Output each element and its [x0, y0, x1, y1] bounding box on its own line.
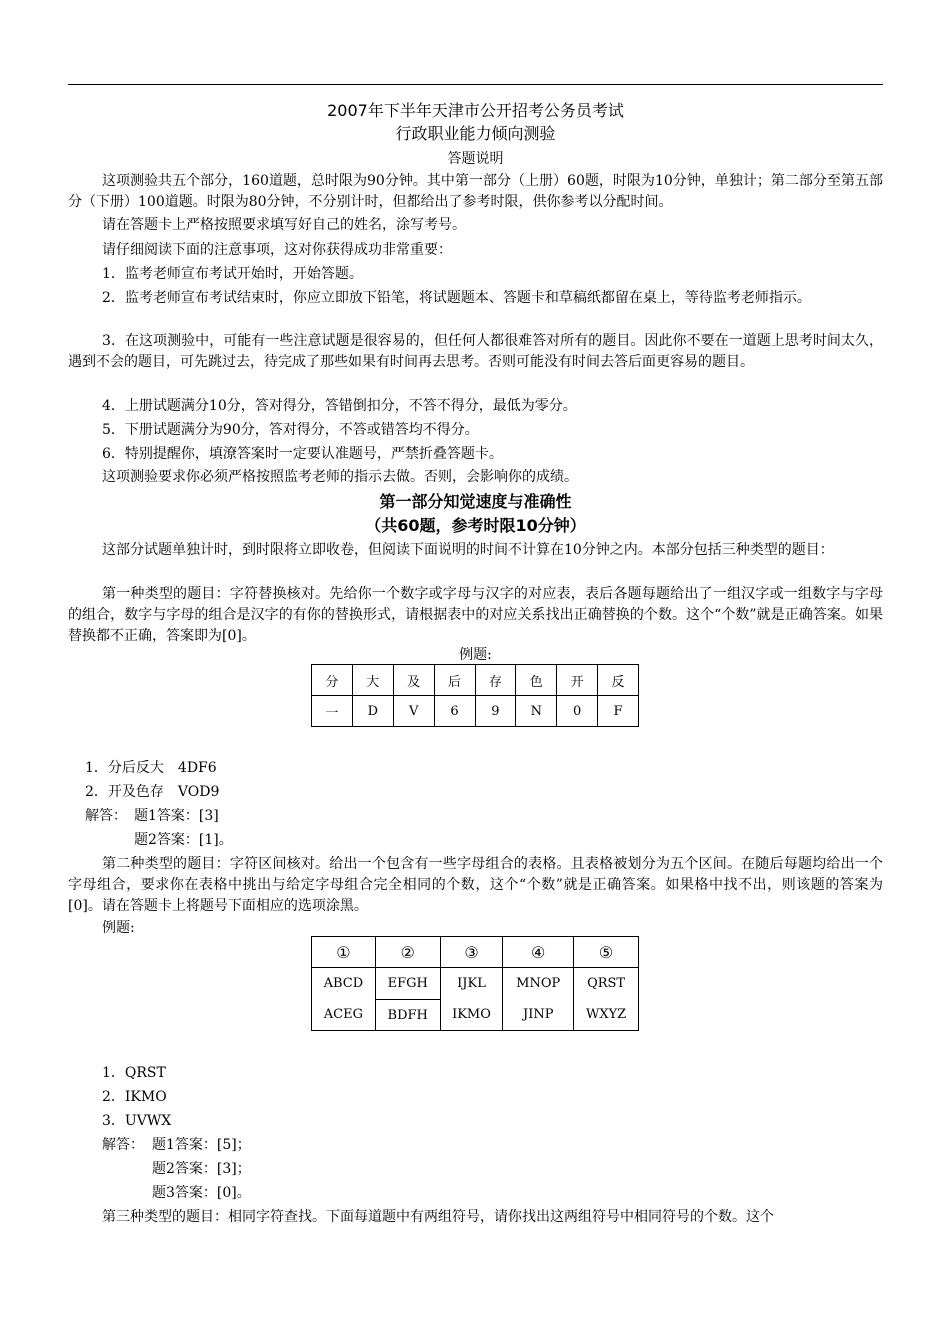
- note-item-5: 5．下册试题满分为90分，答对得分，不答或错答均不得分。: [102, 422, 479, 438]
- type1-answer-1: 题1答案：[3]: [134, 808, 219, 824]
- type2-question-1: 1．QRST: [102, 1065, 166, 1081]
- note-item-4: 4．上册试题满分10分，答对得分，答错倒扣分，不答不得分，最低为零分。: [102, 398, 577, 414]
- table-cell: 9: [475, 696, 516, 727]
- type1-question-1: 1．分后反大 4DF6: [85, 760, 217, 776]
- range-table-row-1: [312, 968, 639, 1000]
- type2-question-2: 2．IKMO: [102, 1089, 167, 1105]
- range-header-1: ①: [312, 937, 376, 968]
- range-table: [311, 936, 639, 1031]
- range-header-3: ③: [440, 937, 503, 968]
- type1-answer-label: 解答：: [85, 808, 127, 824]
- table-cell: N: [516, 696, 557, 727]
- instructions-heading: 答题说明: [447, 151, 504, 167]
- table-cell: 后: [434, 665, 475, 696]
- type3-description: 第三种类型的题目：相同字符查找。下面每道题中有两组符号，请你找出这两组符号中相同符号的个数。这个: [102, 1209, 774, 1225]
- table-cell: ABCD: [312, 968, 376, 1000]
- type2-answer-3: 题3答案：[0]。: [152, 1185, 251, 1201]
- exam-subject-title: 行政职业能力倾向测验: [395, 124, 556, 143]
- fill-card-note: 请在答题卡上严格按照要求填写好自己的姓名，涂写考号。: [102, 217, 466, 233]
- table-cell: 0: [557, 696, 598, 727]
- type2-example-label: 例题:: [102, 920, 135, 936]
- table-cell: 存: [475, 665, 516, 696]
- exam-title: 2007年下半年天津市公开招考公务员考试: [327, 101, 624, 120]
- range-table-header-row: [312, 937, 639, 968]
- table-cell: QRST: [574, 968, 639, 1000]
- closing-note: 这项测验要求你必须严格按照监考老师的指示去做。否则，会影响你的成绩。: [102, 469, 578, 485]
- type2-answer-2: 题2答案：[3]；: [152, 1161, 251, 1177]
- table-cell: 色: [516, 665, 557, 696]
- table-cell: 开: [557, 665, 598, 696]
- note-item-3: 3．在这项测验中，可能有一些注意试题是很容易的，但任何人都很难答对所有的题目。因此你不要在一道题上思考时间太久，遇到不会的题目，可先跳过去，待完成了那些如果有时间再去思考。否则可能没有时间去答后面更容易的题目。: [68, 333, 883, 370]
- substitution-table-top-row: [312, 665, 639, 696]
- range-header-2: ②: [375, 937, 440, 968]
- type1-answer-2: 题2答案：[1]。: [134, 832, 233, 848]
- table-cell: IJKL: [440, 968, 503, 1000]
- table-cell: JINP: [503, 1000, 574, 1031]
- substitution-table-bottom-row: [312, 696, 639, 727]
- type2-description: 第二种类型的题目：字符区间核对。给出一个包含有一些字母组合的表格。且表格被划分为五个区间。在随后每题均给出一个字母组合，要求你在表格中挑出与给定字母组合完全相同的个数，这个“个数”就是正确答案。如果格中找不出，则该题的答案为[0]。请在答题卡上将题号下面相应的选项涂黑。: [68, 856, 883, 914]
- part1-subheading: （共60题，参考时限10分钟）: [365, 516, 586, 535]
- part1-intro: 这部分试题单独计时，到时限将立即收卷，但阅读下面说明的时间不计算在10分钟之内。本部分包括三种类型的题目：: [102, 542, 834, 558]
- type1-description: 第一种类型的题目：字符替换核对。先给你一个数字或字母与汉字的对应表，表后各题每题给出了一组汉字或一组数字与字母的组合，数字与字母的组合是汉字的有你的替换形式，请根据表中的对应关系找出正确替换的个数。这个“个数”就是正确答案。如果替换都不正确，答案即为[0]。: [68, 586, 883, 644]
- substitution-table: [311, 664, 639, 727]
- type2-question-3: 3．UVWX: [102, 1113, 172, 1129]
- type2-answer-1: 题1答案：[5]；: [152, 1137, 251, 1153]
- note-item-6: 6．特别提醒你，填潦答案时一定要认准题号，严禁折叠答题卡。: [102, 446, 503, 462]
- table-cell: D: [352, 696, 393, 727]
- header-rule: [68, 84, 883, 85]
- table-cell: 大: [352, 665, 393, 696]
- table-cell: F: [598, 696, 639, 727]
- note-item-2: 2．监考老师宣布考试结束时，你应立即放下铅笔，将试题题本、答题卡和草稿纸都留在桌上，等待监考老师指示。: [102, 290, 811, 306]
- read-notes-note: 请仔细阅读下面的注意事项，这对你获得成功非常重要：: [102, 242, 452, 258]
- table-cell: 反: [598, 665, 639, 696]
- type1-question-2: 2．开及色存 VOD9: [85, 784, 220, 800]
- instructions-intro: 这项测验共五个部分，160道题，总时限为90分钟。其中第一部分（上册）60题，时限为10分钟，单独计；第二部分至第五部分（下册）100道题。时限为80分钟，不分别计时，但都给出了参考时限，供你参考以分配时间。: [68, 173, 883, 210]
- part1-heading: 第一部分知觉速度与准确性: [379, 492, 572, 511]
- note-item-1: 1．监考老师宣布考试开始时，开始答题。: [102, 266, 363, 282]
- table-cell: BDFH: [375, 1000, 440, 1031]
- table-cell: WXYZ: [574, 1000, 639, 1031]
- table-cell: 分: [312, 665, 353, 696]
- type1-example-label: 例题:: [459, 647, 492, 663]
- range-header-5: ⑤: [574, 937, 639, 968]
- table-cell: V: [393, 696, 434, 727]
- table-cell: EFGH: [375, 968, 440, 1000]
- type2-answer-label: 解答：: [102, 1137, 144, 1153]
- table-cell: MNOP: [503, 968, 574, 1000]
- range-header-4: ④: [503, 937, 574, 968]
- table-cell: 及: [393, 665, 434, 696]
- range-table-row-2: [312, 1000, 639, 1031]
- table-cell: 6: [434, 696, 475, 727]
- table-cell: 一: [312, 696, 353, 727]
- table-cell: ACEG: [312, 1000, 376, 1031]
- table-cell: IKMO: [440, 1000, 503, 1031]
